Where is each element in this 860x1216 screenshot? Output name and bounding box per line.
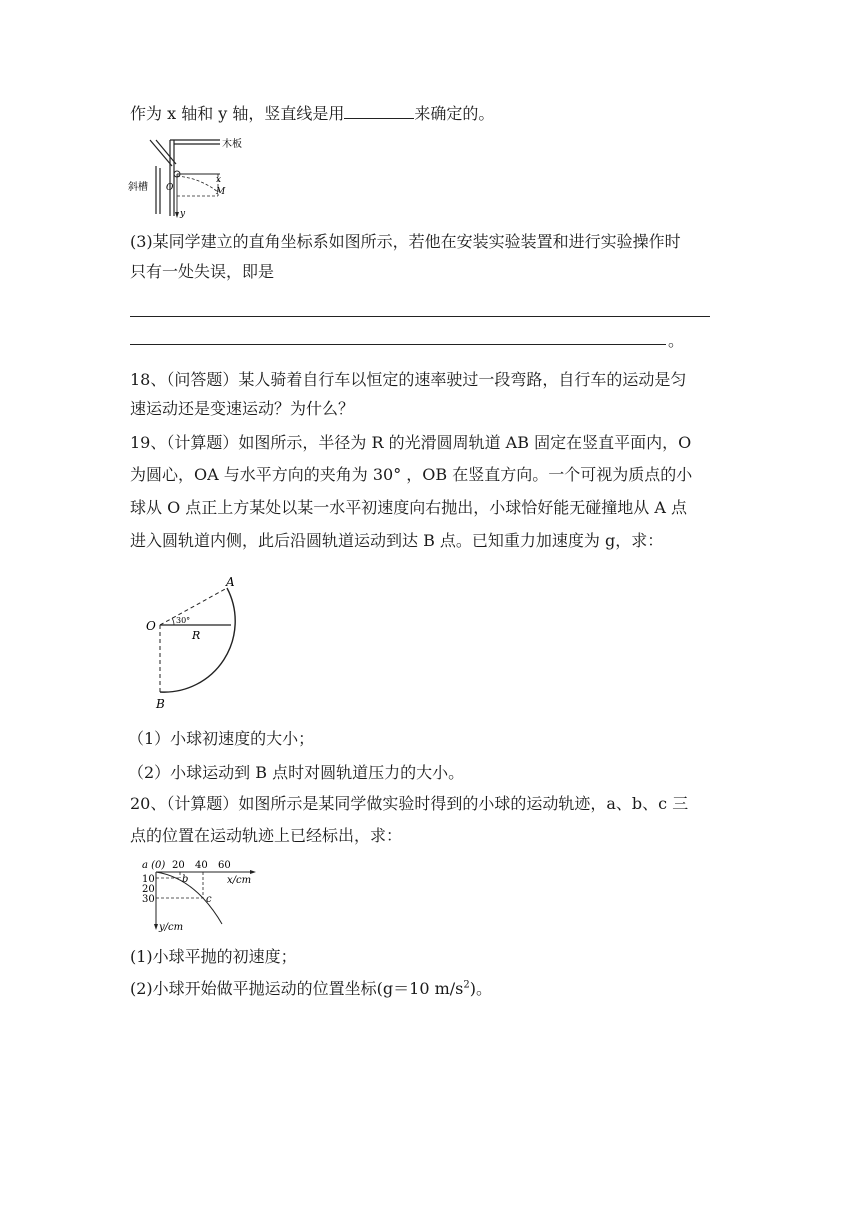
q20-figure: [138, 856, 268, 936]
q20-fig-c-label: c: [206, 894, 212, 905]
q17-end-mark: 。: [668, 331, 685, 350]
q20-fig-y-axis-label: y/cm: [159, 922, 184, 933]
q19-fig-angle-label: 30°: [176, 616, 191, 625]
q17-fig-board-label: 木板: [222, 139, 242, 150]
q19-fig-a-label: A: [226, 575, 235, 589]
q20-fig-a-label: a (0): [142, 860, 166, 871]
q18-line1: 18、（问答题）某人骑着自行车以恒定的速率驶过一段弯路，自行车的运动是匀: [130, 370, 687, 389]
q17-fig-x-label: x: [216, 175, 222, 185]
q20-fig-b-label: b: [182, 874, 189, 885]
q20-sub2-before: (2)小球开始做平抛运动的位置坐标(g＝10 m/s: [130, 979, 464, 998]
q17-part3-line1: (3)某同学建立的直角坐标系如图所示，若他在安装实验装置和进行实验操作时: [130, 232, 681, 251]
q17-fig-o-label: O: [166, 183, 174, 193]
q17-blank: [344, 104, 414, 119]
q17-fig-y-label: y: [180, 209, 186, 219]
q20-fig-x-tick-40: 40: [195, 860, 208, 871]
q20-fig-x-axis-label: x/cm: [227, 875, 252, 886]
q20-fig-trajectory: [156, 872, 222, 924]
q19-figure: [140, 572, 250, 712]
q19-fig-b-label: B: [156, 697, 165, 711]
q20-fig-y-tick-10: 10: [142, 874, 155, 885]
q19-fig-r-label: R: [192, 629, 201, 642]
q17-line1-before: 作为 x 轴和 y 轴，竖直线是用: [130, 104, 345, 123]
q20-sub2-sup: 2: [463, 979, 470, 991]
q17-line1: [130, 103, 494, 125]
q17-line1-after: 来确定的。: [414, 104, 495, 123]
q20-fig-x-tick-60: 60: [218, 860, 231, 871]
q20-sub2-after: )。: [469, 979, 492, 998]
q20-line1: 20、（计算题）如图所示是某同学做实验时得到的小球的运动轨迹，a、b、c 三: [130, 794, 689, 813]
q20-line2: 点的位置在运动轨迹上已经标出，求：: [130, 826, 403, 845]
q19-line2: 为圆心，OA 与水平方向的夹角为 30° ，OB 在竖直方向。一个可视为质点的小: [130, 465, 693, 484]
q19-sub2: （2）小球运动到 B 点时对圆轨道压力的大小。: [128, 763, 465, 782]
q17-answer-rule-2: [130, 344, 666, 345]
q19-fig-o-label: O: [146, 619, 156, 633]
q17-fig-groove-label: 斜槽: [128, 182, 148, 193]
q20-fig-y-tick-20: 20: [142, 884, 155, 895]
q17-answer-rule-1: [130, 316, 710, 317]
q19-sub1: （1）小球初速度的大小；: [128, 729, 315, 748]
q17-fig-m-label: M: [216, 187, 226, 197]
q19-line3: 球从 O 点正上方某处以某一水平初速度向右抛出，小球恰好能无碰撞地从 A 点: [130, 498, 688, 517]
q20-sub2: [130, 978, 492, 1000]
q20-fig-x-tick-20: 20: [172, 860, 185, 871]
q17-figure: [128, 136, 248, 220]
q17-part3-line2: 只有一处失误，即是: [130, 262, 275, 281]
q20-sub1: (1)小球平抛的初速度；: [130, 947, 297, 966]
q20-fig-y-tick-30: 30: [142, 894, 155, 905]
q18-line2: 速运动还是变速运动？为什么？: [130, 399, 355, 418]
q19-line4: 进入圆轨道内侧，此后沿圆轨道运动到达 B 点。已知重力加速度为 g，求：: [130, 531, 664, 550]
q19-line1: 19、（计算题）如图所示，半径为 R 的光滑圆周轨道 AB 固定在竖直平面内，O: [130, 433, 692, 452]
